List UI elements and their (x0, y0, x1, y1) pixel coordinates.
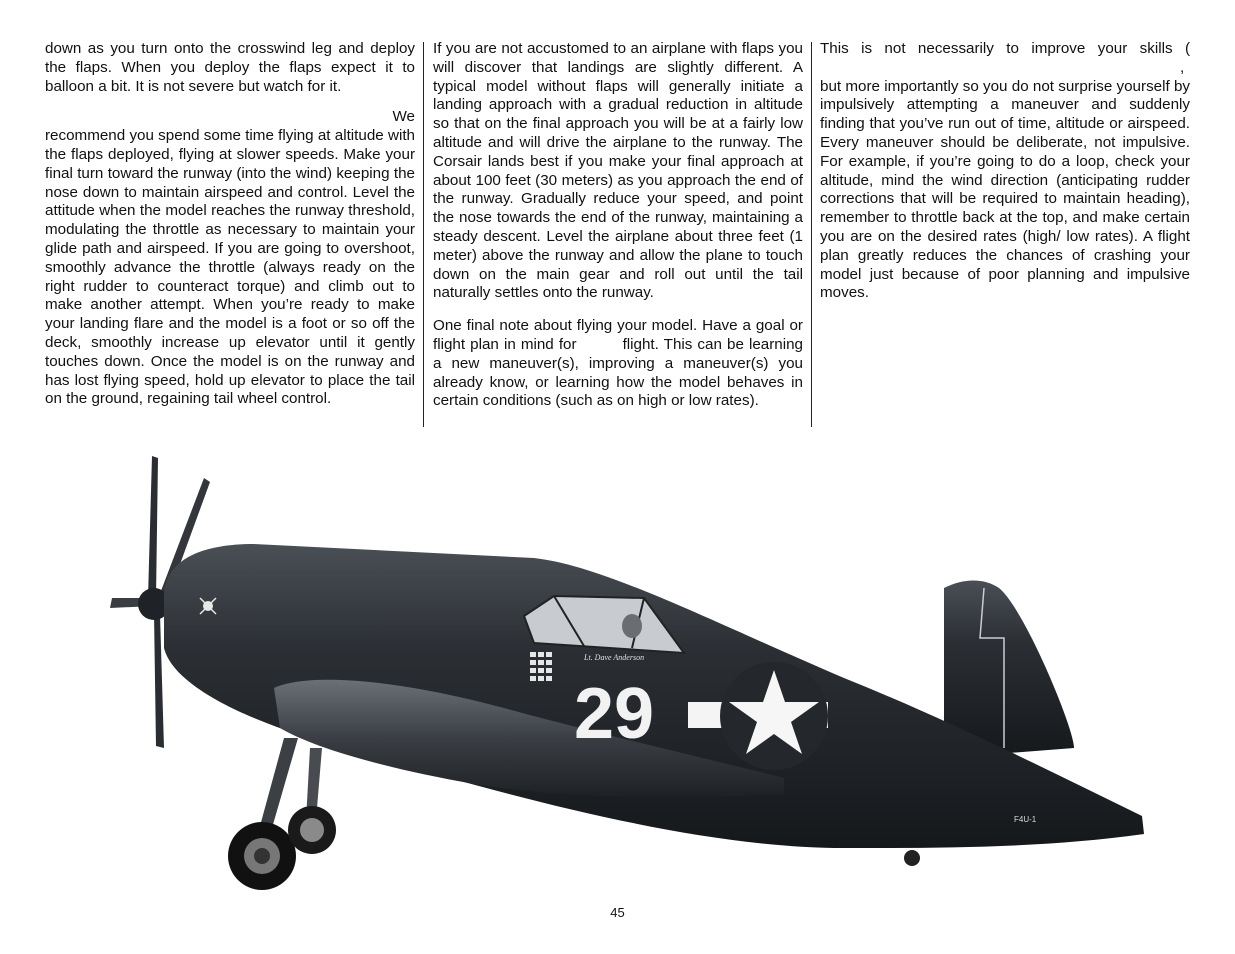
page-number: 45 (610, 905, 625, 920)
column-divider-1 (423, 42, 424, 427)
paragraph-part: This is not necessarily to improve your skills ( (820, 40, 1190, 57)
paragraph-part: , but more importantly so you do not surprise yourself by impulsively attempting a maneuver and suddenly finding that you’ve run out of time, altitude or airspeed. Every maneuver should be deliberate, not impulsive. For example, if you’re going to do a loop, check your altitude, mind the wind direction (anticipating rudder corrections that will be required to maintain heading), remember to throttle back at the top, and make certain you are on the desired rates (high/ low rates). A flight plan greatly reduces the chances of crashing your model just because of poor planning and impulsive moves. (820, 58, 1190, 302)
paragraph (433, 317, 803, 411)
pilot-name: Lt. Dave Anderson (584, 653, 645, 662)
text-column-2 (433, 40, 803, 411)
paragraph: down as you turn onto the crosswind leg and deploy the flaps. When you deploy the flaps expect it to balloon a bit. It is not severe but watch for it. (45, 40, 415, 95)
tail-code: F4U-1 (1014, 815, 1037, 824)
paragraph-part: One final note about flying your model. Have a goal or flight plan in mind for (433, 317, 803, 353)
paragraph (45, 108, 415, 409)
paragraph-lead: We (392, 108, 415, 126)
aircraft-number: 29 (574, 674, 655, 754)
paragraph-part: flight. This can be learning a new maneuver(s), improving a maneuver(s) you already know, or learning how the model behaves in certain conditions (such as on high or low rates). (433, 335, 803, 410)
text-column-3 (820, 40, 1190, 303)
corsair-photo (84, 448, 1152, 900)
paragraph: If you are not accustomed to an airplane with flaps you will discover that landings are slightly different. A typical model without flaps will generally initiate a landing approach with a gradual reduction in altitude so that on the final approach you will be at a fairly low altitude and will drive the airplane to the runway. The Corsair lands best if you make your final approach at about 100 feet (30 meters) as you approach the end of the runway. Gradually reduce your speed, and point the nose towards the end of the runway, maintaining a steady descent. Level the airplane about three feet (1 meter) above the runway and allow the plane to touch down on the main gear and roll out until the tail naturally settles onto the runway. (433, 40, 803, 302)
paragraph-body: recommend you spend some time flying at altitude with the flaps deployed, flying at slower speeds. Make your final turn toward the runway (into the wind) keeping the nose down to maintain airspeed and control. Level the attitude when the model reaches the runway threshold, modulating the throttle as necessary to maintain your glide path and airspeed. If you are going to overshoot, smoothly advance the throttle (always ready on the right rudder to counteract torque) and climb out to make another attempt. When you’re ready to make your landing flare and the model is a foot or so off the deck, smoothly increase up elevator until it gently touches down. Once the model is on the runway and has lost flying speed, hold up elevator to place the tail on the ground, regaining tail wheel control. (45, 127, 415, 408)
column-divider-2 (811, 42, 812, 427)
paragraph (820, 40, 1190, 303)
text-column-1 (45, 40, 415, 409)
